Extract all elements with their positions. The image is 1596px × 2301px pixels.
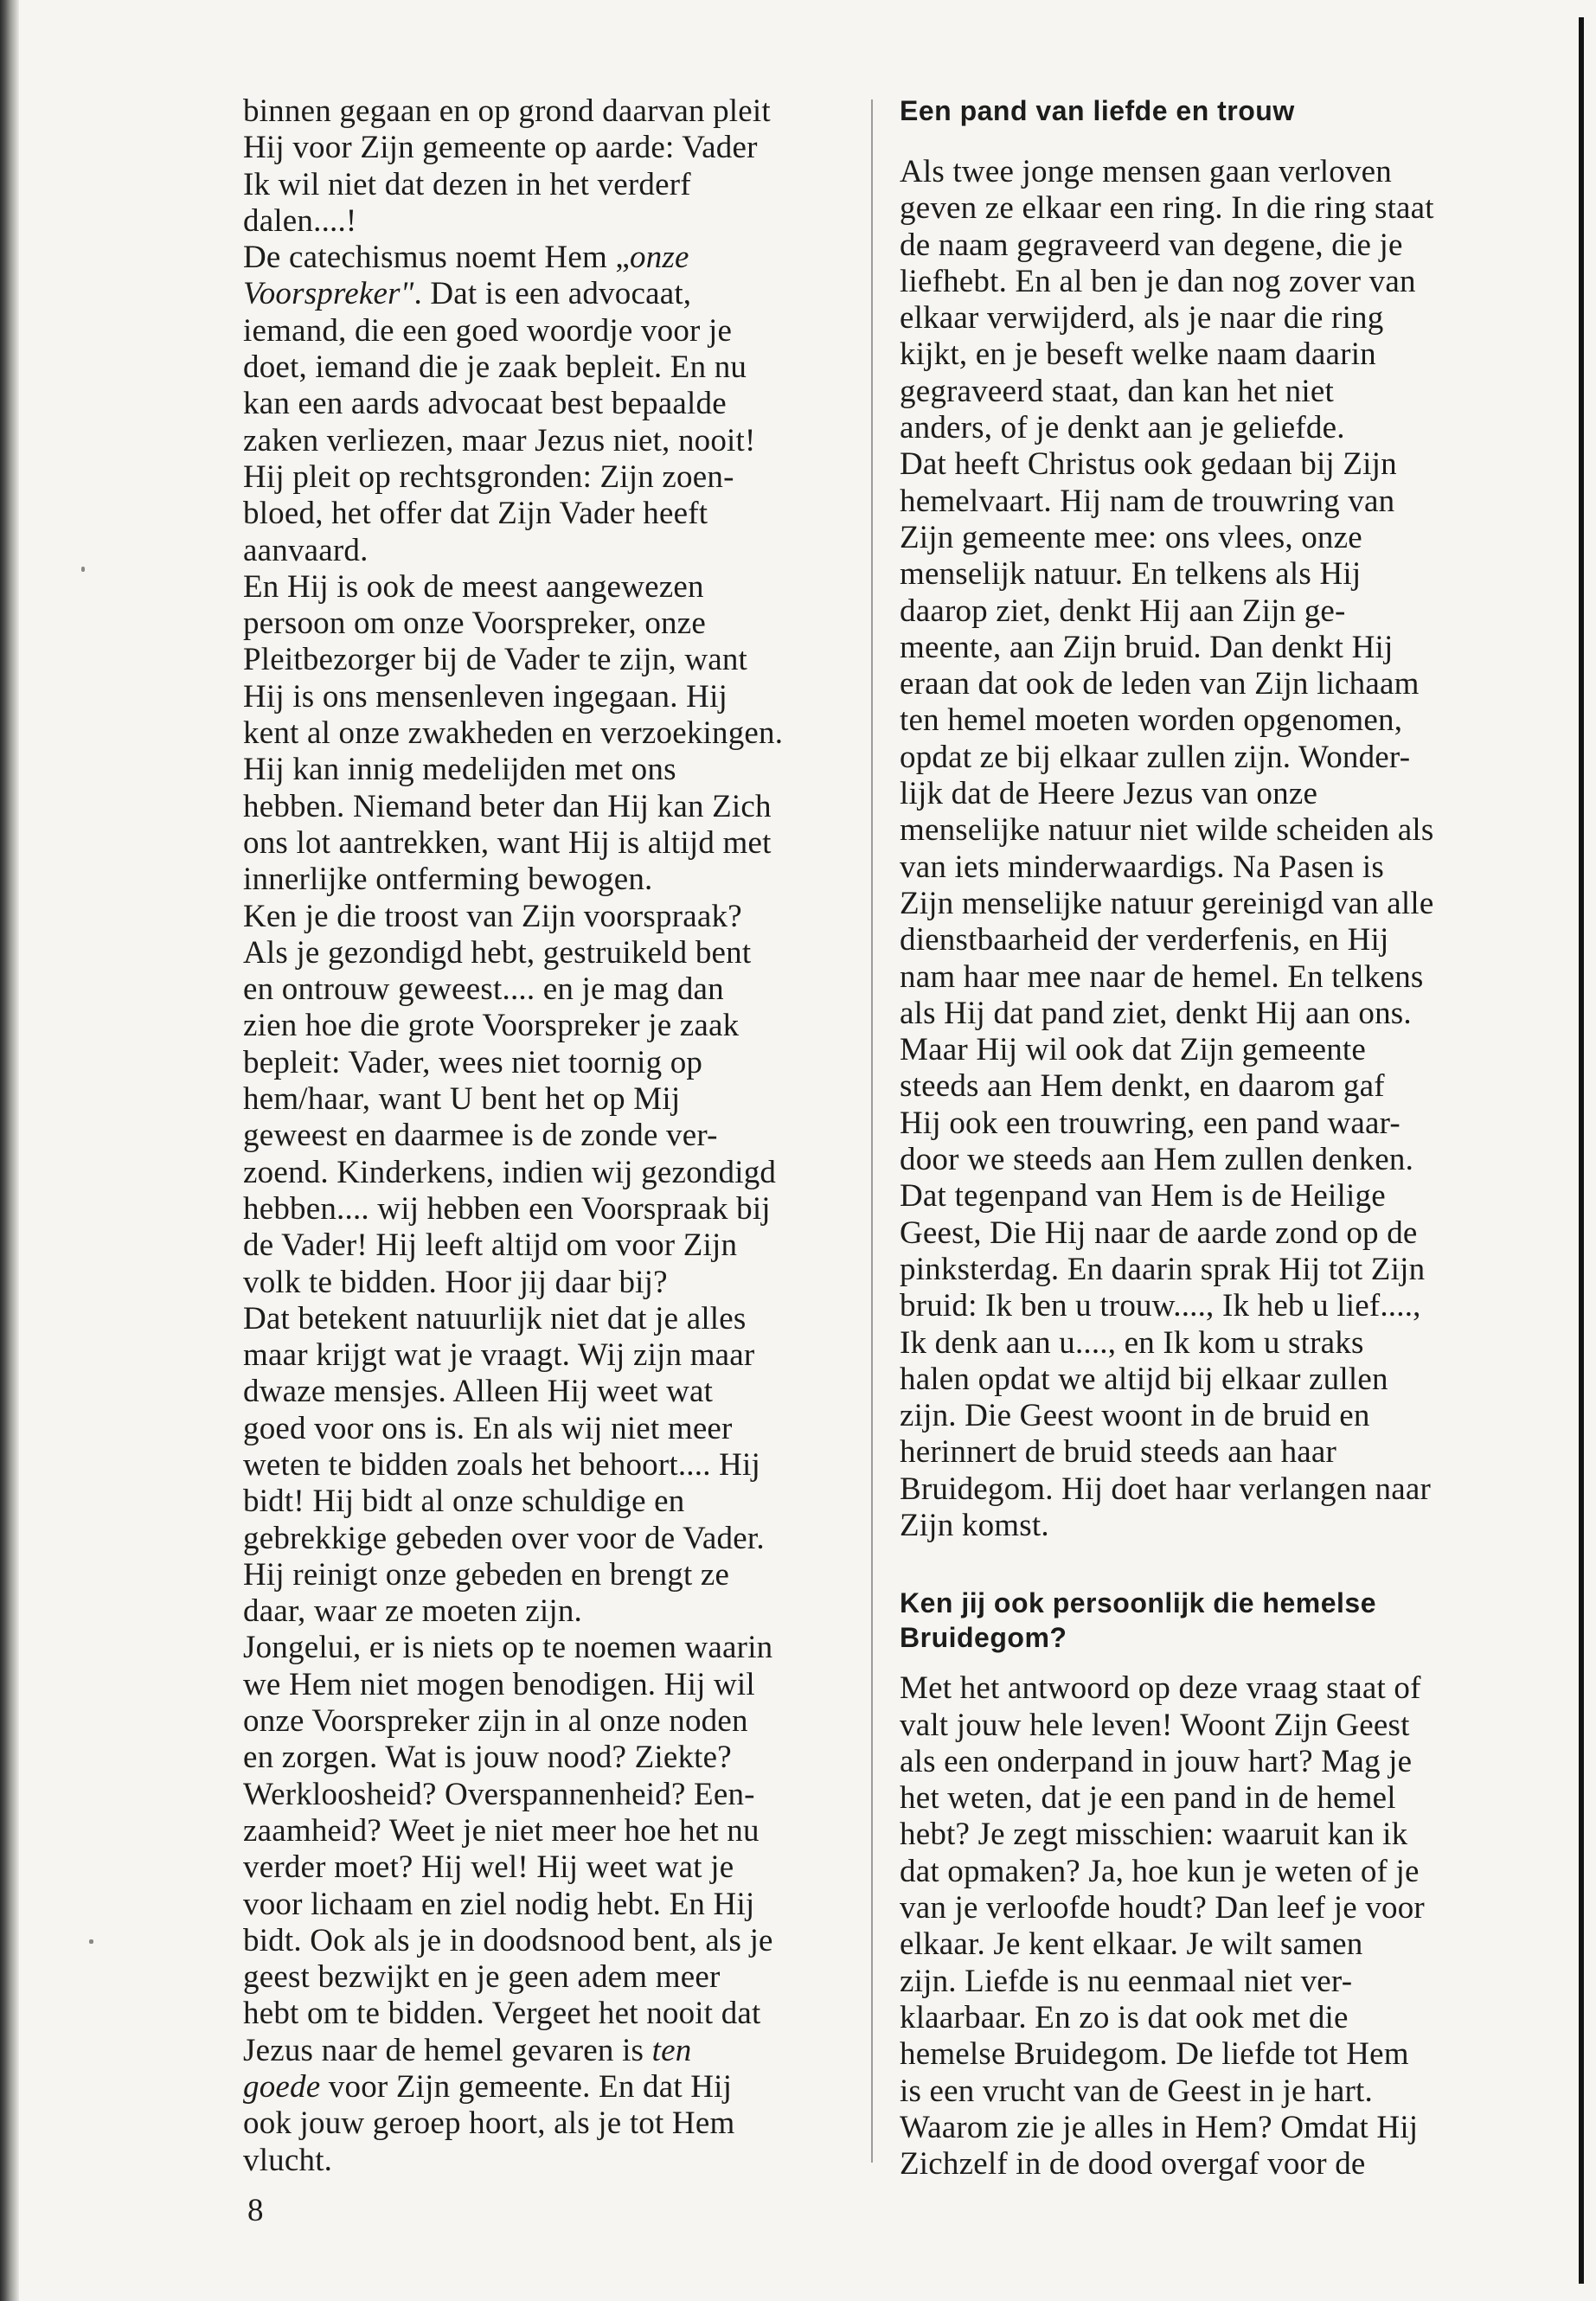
text-line: menselijke natuur niet wilde scheiden als xyxy=(900,812,1434,849)
text-line: door we steeds aan Hem zullen denken. xyxy=(900,1142,1414,1178)
text-line: als een onderpand in jouw hart? Mag je xyxy=(900,1743,1413,1779)
text-line: Als twee jonge mensen gaan verloven xyxy=(900,154,1393,189)
emphasis: Voorspreker" xyxy=(243,276,414,312)
text-line: bloed, het offer dat Zijn Vader heeft xyxy=(243,496,708,532)
text-line: Hij reinigt onze gebeden en brengt ze xyxy=(243,1556,730,1593)
text-line: halen opdat we altijd bij elkaar zullen xyxy=(900,1361,1388,1397)
text-line: van iets minderwaardigs. Na Pasen is xyxy=(900,849,1385,885)
emphasis: goede xyxy=(243,2069,321,2106)
text-line: Ken jij ook persoonlijk die hemelse xyxy=(900,1587,1376,1619)
column-divider xyxy=(871,99,873,2163)
text-line: kijkt, en je beseft welke naam daarin xyxy=(900,336,1376,373)
text-line: Hij ook een trouwring, een pand waar- xyxy=(900,1105,1401,1141)
text-line: Hij voor Zijn gemeente op aarde: Vader xyxy=(243,130,758,166)
text-line: binnen gegaan en op grond daarvan pleit xyxy=(243,93,771,129)
text-line: daarop ziet, denkt Hij aan Zijn ge- xyxy=(900,593,1346,629)
text-line: opdat ze bij elkaar zullen zijn. Wonder- xyxy=(900,739,1411,775)
text-line: Hij kan innig medelijden met ons xyxy=(243,752,676,788)
text-line: Voorspreker". Dat is een advocaat, xyxy=(243,276,692,312)
text-line: Werkloosheid? Overspannenheid? Een- xyxy=(243,1776,755,1812)
text-line: elkaar. Je kent elkaar. Je wilt samen xyxy=(900,1926,1363,1963)
text-line: voor lichaam en ziel nodig hebt. En Hij xyxy=(243,1886,755,1922)
text-line: eraan dat ook de leden van Zijn lichaam xyxy=(900,666,1420,702)
text-line: zaamheid? Weet je niet meer hoe het nu xyxy=(243,1812,760,1849)
text-line: Zijn gemeente mee: ons vlees, onze xyxy=(900,519,1362,555)
text-line: geest bezwijkt en je geen adem meer xyxy=(243,1959,721,1996)
text-line: Zijn menselijke natuur gereinigd van alle xyxy=(900,885,1434,921)
scan-right-border xyxy=(1579,17,1584,2284)
text-line: zijn. Liefde is nu eenmaal niet ver- xyxy=(900,1963,1353,1999)
text-line: lijk dat de Heere Jezus van onze xyxy=(900,776,1318,812)
text-line: gebrekkige gebeden over voor de Vader. xyxy=(243,1520,765,1556)
text-line: ten hemel moeten worden opgenomen, xyxy=(900,702,1403,739)
text-line: Ik denk aan u...., en Ik kom u straks xyxy=(900,1324,1364,1361)
text-line: goede voor Zijn gemeente. En dat Hij xyxy=(243,2069,733,2106)
text-line: aanvaard. xyxy=(243,532,369,568)
left-column xyxy=(243,93,866,2179)
text-line: innerlijke ontferming bewogen. xyxy=(243,862,653,898)
text-line: hemelse Bruidegom. De liefde tot Hem xyxy=(900,2036,1409,2073)
text-line: geven ze elkaar een ring. In die ring staat xyxy=(900,190,1434,227)
text-line: gegraveerd staat, dan kan het niet xyxy=(900,373,1334,409)
text-line: En Hij is ook de meest aangewezen xyxy=(243,568,704,605)
text-line: hemelvaart. Hij nam de trouwring van xyxy=(900,483,1395,519)
text-line: Bruidegom? xyxy=(900,1622,1067,1654)
scan-page-edge xyxy=(0,0,19,2301)
text-line: Dat betekent natuurlijk niet dat je alles xyxy=(243,1300,747,1336)
text-line: en zorgen. Wat is jouw nood? Ziekte? xyxy=(243,1740,732,1776)
text-line: Dat tegenpand van Hem is de Heilige xyxy=(900,1178,1386,1215)
text-line: Ken je die troost van Zijn voorspraak? xyxy=(243,898,742,934)
text-line: bidt. Ook als je in doodsnood bent, als je xyxy=(243,1922,773,1958)
text-line: valt jouw hele leven! Woont Zijn Geest xyxy=(900,1707,1410,1743)
text-line: weten te bidden zoals het behoort.... Hij xyxy=(243,1446,760,1483)
text-line: Dat heeft Christus ook gedaan bij Zijn xyxy=(900,446,1397,483)
text-line: zijn. Die Geest woont in de bruid en xyxy=(900,1398,1370,1434)
scan-speck xyxy=(81,567,85,572)
text-line: klaarbaar. En zo is dat ook met die xyxy=(900,1999,1349,2035)
text-line: pinksterdag. En daarin sprak Hij tot Zijn xyxy=(900,1251,1426,1287)
page-number: 8 xyxy=(247,2193,264,2228)
text-line: dat opmaken? Ja, hoe kun je weten of je xyxy=(900,1853,1420,1889)
text-line: herinnert de bruid steeds aan haar xyxy=(900,1434,1337,1471)
text-line: anders, of je denkt aan je geliefde. xyxy=(900,410,1345,446)
text-line: en ontrouw geweest.... en je mag dan xyxy=(243,971,724,1008)
text-line: liefhebt. En al ben je dan nog zover van xyxy=(900,263,1416,299)
text-line: bepleit: Vader, wees niet toornig op xyxy=(243,1044,703,1080)
text-line: hebt? Je zegt misschien: waaruit kan ik xyxy=(900,1817,1408,1853)
text-line: Maar Hij wil ook dat Zijn gemeente xyxy=(900,1032,1367,1068)
text-line: hebben.... wij hebben een Voorspraak bij xyxy=(243,1190,771,1227)
text-line: persoon om onze Voorspreker, onze xyxy=(243,606,706,642)
text-line: hem/haar, want U bent het op Mij xyxy=(243,1081,681,1118)
text-line: bruid: Ik ben u trouw...., Ik heb u lief...., xyxy=(900,1288,1421,1324)
text-line: Waarom zie je alles in Hem? Omdat Hij xyxy=(900,2109,1419,2145)
text-line: zoend. Kinderkens, indien wij gezondigd xyxy=(243,1154,777,1190)
section-een-pand xyxy=(900,154,1505,1544)
text-line: de naam gegraveerd van degene, die je xyxy=(900,227,1403,263)
emphasis: onze xyxy=(630,240,689,276)
text-line: Ik wil niet dat dezen in het verderf xyxy=(243,166,691,202)
text-line: Hij pleit op rechtsgronden: Zijn zoen- xyxy=(243,458,734,495)
text-line: Zichzelf in de dood overgaf voor de xyxy=(900,2146,1366,2182)
text-line: we Hem niet mogen benodigen. Hij wil xyxy=(243,1666,755,1702)
text-line: iemand, die een goed woordje voor je xyxy=(243,312,733,349)
text-line: Hij is ons mensenleven ingegaan. Hij xyxy=(243,678,728,715)
text-line: elkaar verwijderd, als je naar die ring xyxy=(900,300,1384,336)
text-line: Bruidegom. Hij doet haar verlangen naar xyxy=(900,1471,1431,1507)
text-line: Jezus naar de hemel gevaren is ten xyxy=(243,2032,692,2068)
text-line: bidt! Hij bidt al onze schuldige en xyxy=(243,1484,685,1520)
text-line: daar, waar ze moeten zijn. xyxy=(243,1593,583,1630)
section-ken-jij xyxy=(900,1670,1505,2182)
text-line: zaken verliezen, maar Jezus niet, nooit! xyxy=(243,422,756,458)
text-line: menselijk natuur. En telkens als Hij xyxy=(900,556,1362,593)
heading-ken-jij xyxy=(900,1586,1505,1655)
text-line: Jongelui, er is niets op te noemen waarin xyxy=(243,1630,773,1666)
text-line: volk te bidden. Hoor jij daar bij? xyxy=(243,1264,668,1300)
text-line: nam haar mee naar de hemel. En telkens xyxy=(900,958,1424,995)
text-line: is een vrucht van de Geest in je hart. xyxy=(900,2073,1373,2109)
text-line: Zijn komst. xyxy=(900,1507,1049,1543)
text-line: Als je gezondigd hebt, gestruikeld bent xyxy=(243,934,752,971)
emphasis: ten xyxy=(651,2032,692,2068)
text-line: Geest, Die Hij naar de aarde zond op de xyxy=(900,1215,1418,1251)
text-line: meente, aan Zijn bruid. Dan denkt Hij xyxy=(900,629,1394,665)
text-line: hebt om te bidden. Vergeet het nooit dat xyxy=(243,1996,761,2032)
text-line: Pleitbezorger bij de Vader te zijn, want xyxy=(243,642,748,678)
text-line: ook jouw geroep hoort, als je tot Hem xyxy=(243,2106,735,2142)
text-line: kan een aards advocaat best bepaalde xyxy=(243,386,727,422)
text-line: van je verloofde houdt? Dan leef je voor xyxy=(900,1890,1425,1926)
text-line: verder moet? Hij wel! Hij weet wat je xyxy=(243,1849,734,1886)
text-line: dienstbaarheid der verderfenis, en Hij xyxy=(900,922,1389,958)
text-line: steeds aan Hem denkt, en daarom gaf xyxy=(900,1068,1385,1105)
text-line: maar krijgt wat je vraagt. Wij zijn maar xyxy=(243,1337,755,1374)
heading-een-pand: Een pand van liefde en trouw xyxy=(900,95,1295,126)
text-line: dalen....! xyxy=(243,202,357,239)
text-line: onze Voorspreker zijn in al onze noden xyxy=(243,1703,748,1740)
text-line: Met het antwoord op deze vraag staat of xyxy=(900,1670,1421,1707)
text-line: hebben. Niemand beter dan Hij kan Zich xyxy=(243,788,772,824)
text-line: kent al onze zwakheden en verzoekingen. xyxy=(243,715,784,752)
text-line: dwaze mensjes. Alleen Hij weet wat xyxy=(243,1374,714,1410)
text-line: als Hij dat pand ziet, denkt Hij aan ons. xyxy=(900,995,1412,1031)
text-line: vlucht. xyxy=(243,2142,333,2178)
text-line: de Vader! Hij leeft altijd om voor Zijn xyxy=(243,1227,738,1264)
text-line: ons lot aantrekken, want Hij is altijd met xyxy=(243,824,772,861)
text-line: het weten, dat je een pand in de hemel xyxy=(900,1780,1396,1817)
text-line: zien hoe die grote Voorspreker je zaak xyxy=(243,1008,740,1044)
text-line: De catechismus noemt Hem „onze xyxy=(243,240,689,276)
text-line: goed voor ons is. En als wij niet meer xyxy=(243,1410,733,1446)
text-line: geweest en daarmee is de zonde ver- xyxy=(243,1118,718,1154)
scan-speck xyxy=(89,1939,93,1944)
right-column xyxy=(900,93,1505,2182)
text-line: doet, iemand die je zaak bepleit. En nu xyxy=(243,349,747,386)
